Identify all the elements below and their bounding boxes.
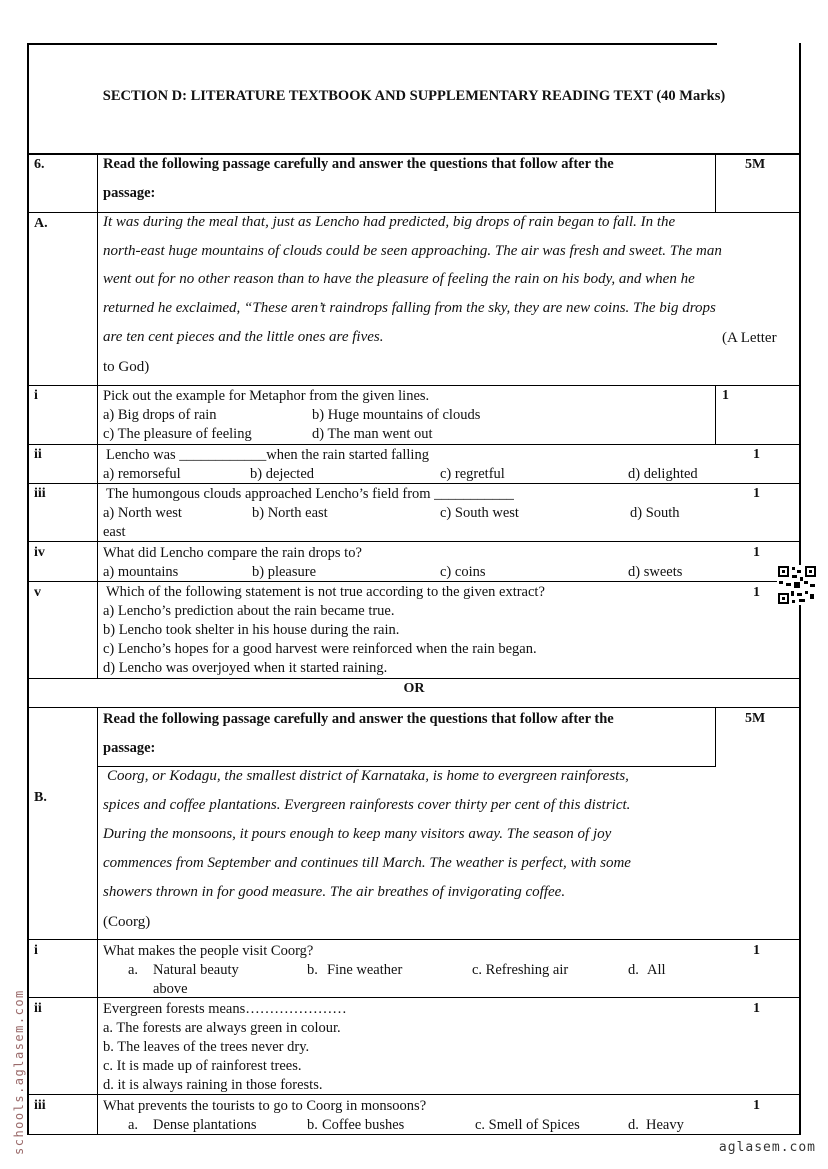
subq-num: iii (34, 1098, 46, 1113)
option: b) dejected (250, 466, 315, 482)
passage-a-line: went out for no other reason than to have the pleasure of feeling the rain on his body, and when he (103, 271, 695, 287)
passage-b-source: (Coorg) (103, 914, 151, 930)
option: c. Smell of Spices (475, 1117, 580, 1133)
section-title: SECTION D: LITERATURE TEXTBOOK AND SUPPLEMENTARY READING TEXT (40 Marks) (102, 88, 726, 104)
option: d) The man went out (312, 426, 433, 442)
subq-num: iv (34, 545, 45, 560)
instruction-line-2: passage: (103, 185, 156, 201)
or-divider: OR (403, 681, 425, 696)
passage-b-line: showers thrown in for good measure. The air breathes of invigorating coffee. (103, 884, 566, 900)
question-number: 6. (34, 157, 45, 172)
qr-code-icon (777, 565, 817, 605)
subq-text: Lencho was ____________when the rain started falling (106, 447, 429, 463)
subq-mark: 1 (753, 1098, 760, 1113)
option: c. It is made up of rainforest trees. (103, 1058, 302, 1074)
option: c) The pleasure of feeling (103, 426, 252, 442)
option: a) Big drops of rain (103, 407, 217, 423)
subq-num: ii (34, 1001, 42, 1016)
passage-b-line: commences from September and continues till March. The weather is perfect, with some (103, 855, 631, 871)
subq-text: Which of the following statement is not true according to the given extract? (106, 584, 545, 600)
passage-a-line: north-east huge mountains of clouds could be seen approaching. The air was fresh and sweet. The man (103, 243, 722, 259)
option: a) remorseful (103, 466, 181, 482)
option: d) South (630, 505, 680, 521)
subq-num: i (34, 943, 38, 958)
marks-5m-b: 5M (745, 711, 766, 726)
subq-mark: 1 (722, 388, 729, 403)
option-letter: a. (128, 1117, 139, 1133)
option: Heavy (646, 1117, 684, 1133)
subq-text: What prevents the tourists to go to Coorg in monsoons? (103, 1098, 427, 1114)
subq-mark: 1 (753, 545, 760, 560)
subq-mark: 1 (753, 486, 760, 501)
option: b) Lencho took shelter in his house during the rain. (103, 622, 400, 638)
option: d. it is always raining in those forests. (103, 1077, 323, 1093)
passage-a-line: are ten cent pieces and the little ones are fives. (103, 329, 384, 345)
option-letter: b. (307, 1117, 318, 1133)
option-letter: b. (307, 962, 318, 978)
subq-mark: 1 (753, 447, 760, 462)
passage-b-line: spices and coffee plantations. Evergreen rainforests cover thirty per cent of this district. (103, 797, 631, 813)
instruction-line-1: Read the following passage carefully and answer the questions that follow after the (103, 156, 614, 172)
option: c) coins (440, 564, 486, 580)
option-letter: a. (128, 962, 139, 978)
subq-num: i (34, 388, 38, 403)
passage-a-line: It was during the meal that, just as Lencho had predicted, big drops of rain began to fall. In the (103, 214, 676, 230)
subq-num: v (34, 585, 41, 600)
option: Fine weather (327, 962, 403, 978)
passage-b-line: Coorg, or Kodagu, the smallest district of Karnataka, is home to evergreen rainforests, (107, 768, 629, 784)
subq-text: What did Lencho compare the rain drops to? (103, 545, 362, 561)
subq-mark: 1 (753, 943, 760, 958)
option: Coffee bushes (322, 1117, 405, 1133)
option: c. Refreshing air (472, 962, 569, 978)
option: a) North west (103, 505, 182, 521)
option: a. The forests are always green in colour. (103, 1020, 341, 1036)
option: Natural beauty (153, 962, 239, 978)
option: b) pleasure (252, 564, 317, 580)
option-cont: east (103, 524, 126, 540)
subq-text: What makes the people visit Coorg? (103, 943, 314, 959)
option: c) South west (440, 505, 519, 521)
option: a) mountains (103, 564, 179, 580)
side-watermark: schools.aglasem.com (12, 989, 26, 1155)
passage-a-source-cont: to God) (103, 359, 150, 375)
option-letter: d. (628, 1117, 639, 1133)
part-a-label: A. (34, 216, 48, 231)
option: Dense plantations (153, 1117, 257, 1133)
option: All (647, 962, 666, 978)
option: d) Lencho was overjoyed when it started raining. (103, 660, 388, 676)
passage-a-source: (A Letter (722, 330, 777, 346)
option: a) Lencho’s prediction about the rain became true. (103, 603, 395, 619)
option: b) North east (252, 505, 328, 521)
part-b-label: B. (34, 790, 47, 805)
option-letter: d. (628, 962, 639, 978)
option: b) Huge mountains of clouds (312, 407, 481, 423)
instruction-b-line-1: Read the following passage carefully and answer the questions that follow after the (103, 711, 614, 727)
footer-brand[interactable]: aglasem.com (718, 1140, 816, 1155)
passage-b-line: During the monsoons, it pours enough to keep many visitors away. The season of joy (103, 826, 612, 842)
option: d) delighted (628, 466, 698, 482)
subq-text: Pick out the example for Metaphor from the given lines. (103, 388, 430, 404)
option-cont: above (153, 981, 188, 997)
subq-mark: 1 (753, 1001, 760, 1016)
option: c) Lencho’s hopes for a good harvest were reinforced when the rain began. (103, 641, 537, 657)
option: d) sweets (628, 564, 683, 580)
subq-text: The humongous clouds approached Lencho’s field from ___________ (106, 486, 514, 502)
instruction-b-line-2: passage: (103, 740, 156, 756)
subq-num: ii (34, 447, 42, 462)
subq-text: Evergreen forests means………………… (103, 1001, 347, 1017)
passage-a-line: returned he exclaimed, “These aren’t raindrops falling from the sky, they are new coins. The big drops (103, 300, 716, 316)
subq-mark: 1 (753, 585, 760, 600)
option: b. The leaves of the trees never dry. (103, 1039, 310, 1055)
marks-5m: 5M (745, 157, 766, 172)
subq-num: iii (34, 486, 46, 501)
option: c) regretful (440, 466, 505, 482)
